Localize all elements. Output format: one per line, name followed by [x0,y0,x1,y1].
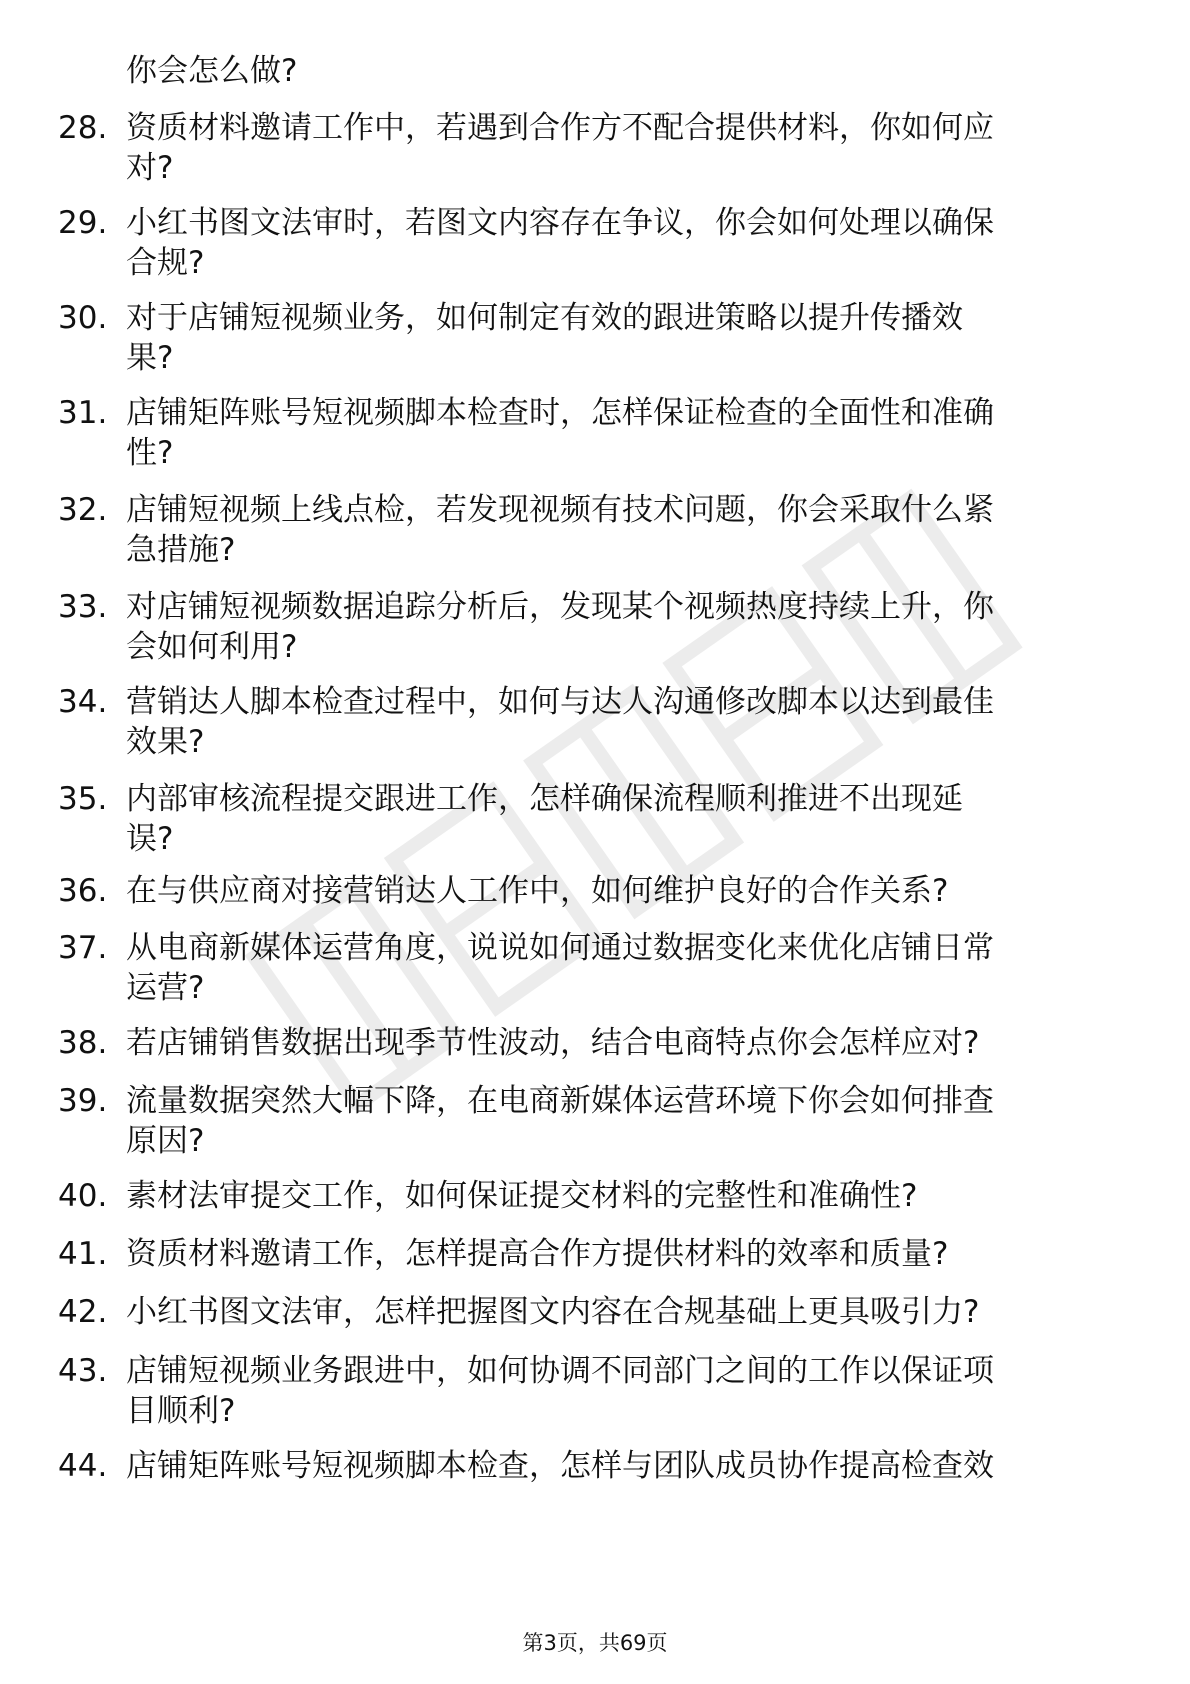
question-number: 38. [58,1025,108,1061]
question-number: 43. [58,1353,108,1389]
question-text-line-1: 对于店铺短视频业务，如何制定有效的跟进策略以提升传播效 [126,300,963,336]
question-number: 41. [58,1236,108,1272]
question-text-line-1: 营销达人脚本检查过程中，如何与达人沟通修改脚本以达到最佳 [126,684,994,720]
question-text-line-2: 果? [126,340,174,376]
question-number: 44. [58,1448,108,1484]
question-text-line-1: 店铺矩阵账号短视频脚本检查，怎样与团队成员协作提高检查效 [126,1448,994,1484]
page-number-footer: 第3页，共69页 [522,1631,668,1655]
question-number: 42. [58,1294,108,1330]
question-number: 34. [58,684,108,720]
question-text-line-1: 若店铺销售数据出现季节性波动，结合电商特点你会怎样应对? [126,1025,980,1061]
question-text-line-1: 资质材料邀请工作中，若遇到合作方不配合提供材料，你如何应 [126,110,994,146]
question-text-line-1: 内部审核流程提交跟进工作，怎样确保流程顺利推进不出现延 [126,781,963,817]
question-text-line-2: 合规? [126,245,205,281]
question-number: 29. [58,205,108,241]
question-text-line-2: 对? [126,150,174,186]
question-text-line-2: 急措施? [126,532,236,568]
question-number: 30. [58,300,108,336]
question-text-line-1: 店铺短视频业务跟进中，如何协调不同部门之间的工作以保证项 [126,1353,994,1389]
question-number: 36. [58,873,108,909]
question-text-line-2: 性? [126,435,174,471]
question-number: 35. [58,781,108,817]
continuation-text: 你会怎么做? [126,53,298,89]
question-text-line-1: 在与供应商对接营销达人工作中，如何维护良好的合作关系? [126,873,949,909]
question-text-line-2: 会如何利用? [126,629,298,665]
question-text-line-1: 从电商新媒体运营角度，说说如何通过数据变化来优化店铺日常 [126,930,994,966]
question-text-line-1: 店铺短视频上线点检，若发现视频有技术问题，你会采取什么紧 [126,492,994,528]
question-number: 31. [58,395,108,431]
question-number: 32. [58,492,108,528]
question-text-line-2: 运营? [126,970,205,1006]
question-text-line-1: 资质材料邀请工作，怎样提高合作方提供材料的效率和质量? [126,1236,949,1272]
question-text-line-1: 小红书图文法审，怎样把握图文内容在合规基础上更具吸引力? [126,1294,980,1330]
question-text-line-2: 效果? [126,724,205,760]
question-text-line-1: 小红书图文法审时，若图文内容存在争议，你会如何处理以确保 [126,205,994,241]
question-number: 28. [58,110,108,146]
question-text-line-2: 原因? [126,1123,205,1159]
question-number: 39. [58,1083,108,1119]
question-number: 37. [58,930,108,966]
question-text-line-1: 对店铺短视频数据追踪分析后，发现某个视频热度持续上升，你 [126,589,994,625]
question-text-line-2: 目顺利? [126,1393,236,1429]
question-number: 40. [58,1178,108,1214]
question-text-line-1: 流量数据突然大幅下降，在电商新媒体运营环境下你会如何排查 [126,1083,994,1119]
question-text-line-1: 素材法审提交工作，如何保证提交材料的完整性和准确性? [126,1178,918,1214]
question-text-line-1: 店铺矩阵账号短视频脚本检查时，怎样保证检查的全面性和准确 [126,395,994,431]
question-text-line-2: 误? [126,821,174,857]
question-number: 33. [58,589,108,625]
